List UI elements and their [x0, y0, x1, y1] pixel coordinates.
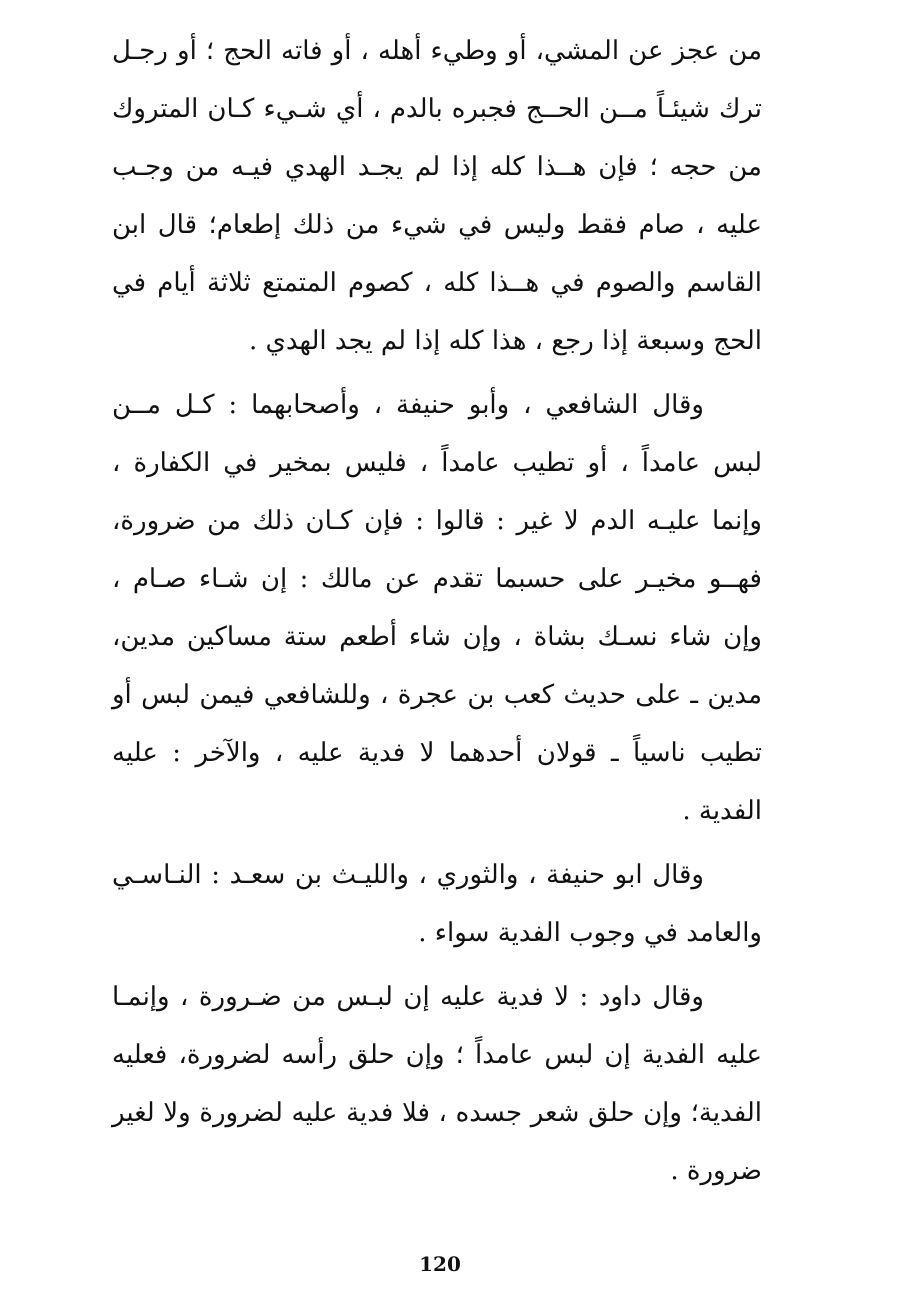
paragraph-2: وقال الشافعي ، وأبو حنيفة ، وأصحابهما : كـل مــن لبس عامداً ، أو تطيب عامداً ، فليس بمخير في الكفارة ، وإنما عليـه الدم لا غير : قالوا : فإن كـان ذلك من ضرورة، فهــو مخيـر على حسبما تقدم عن مالك : إن شـاء صـام ، وإن شاء نسـك بشاة ، وإن شاء أطعم ستة مساكين مدين، مدين ـ على حديث كعب بن عجرة ، وللشافعي فيمن لبس أو تطيب ناسياً ـ قولان أحدهما لا فدية عليه ، والآخر : عليه الفدية .: [112, 390, 762, 826]
paragraph-4: وقال داود : لا فدية عليه إن لبـس من ضـرورة ، وإنمـا عليه الفدية إن لبس عامداً ؛ وإن حلق رأسه لضرورة، فعليه الفدية؛ وإن حلق شعر جسده ، فلا فدية عليه لضرورة ولا لغير ضرورة .: [112, 982, 762, 1186]
paragraph-3: وقال ابو حنيفة ، والثوري ، والليـث بن سعـد : النـاسـي والعامد في وجوب الفدية سواء .: [112, 860, 762, 948]
page-number: 120: [419, 1252, 461, 1276]
body-text: [112, 22, 762, 1200]
paragraph-1: من عجز عن المشي، أو وطيء أهله ، أو فاته الحج ؛ أو رجـل ترك شيئـاً مــن الحــج فجبره بالدم ، أي شـيء كـان المتروك من حجه ؛ فإن هــذا كله إذا لم يجـد الهدي فيـه من وجـب عليه ، صام فقط وليس في شيء من ذلك إطعام؛ قال ابن القاسم والصوم في هــذا كله ، كصوم المتمتع ثلاثة أيام في الحج وسبعة إذا رجع ، هذا كله إذا لم يجد الهدي .: [112, 36, 762, 356]
